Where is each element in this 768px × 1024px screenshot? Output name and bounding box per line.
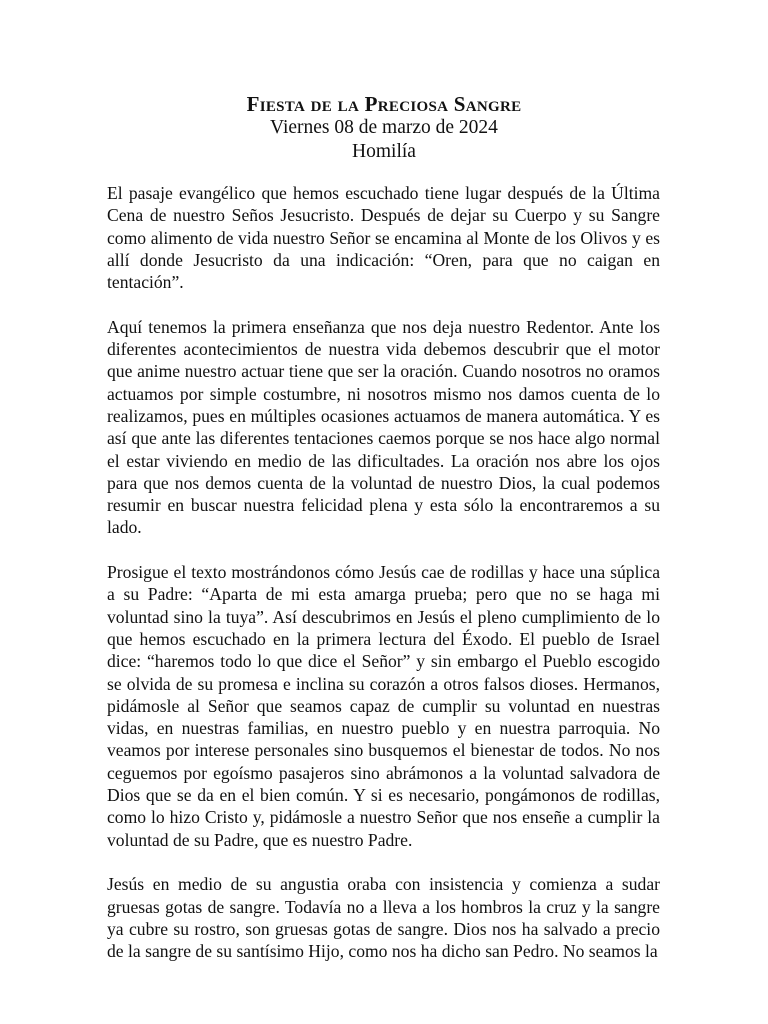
paragraph: Jesús en medio de su angustia oraba con insistencia y comienza a sudar gruesas gotas de sangre. Todavía no a lleva a los hombros la cruz y la sangre ya cubre su rostro, son gruesas gotas de sangre. Dios nos ha salvado a precio de la sangre de su santísimo Hijo, como nos ha dicho san Pedro. No seamos la	[107, 874, 660, 962]
document-section: Homilía	[352, 141, 416, 162]
paragraph: El pasaje evangélico que hemos escuchado tiene lugar después de la Última Cena de nuestro Seños Jesucristo. Después de dejar su Cuerpo y su Sangre como alimento de vida nuestro Señor se encamina al Monte de los Olivos y es allí donde Jesucristo da una indicación: “Oren, para que no caigan en tentación”.	[107, 183, 660, 293]
document-date: Viernes 08 de marzo de 2024	[270, 117, 498, 138]
document-header	[0, 92, 768, 164]
document-title: Fiesta de la Preciosa Sangre	[246, 92, 522, 116]
document-body	[107, 182, 660, 985]
paragraph: Prosigue el texto mostrándonos cómo Jesús cae de rodillas y hace una súplica a su Padre: “Aparta de mi esta amarga prueba; pero que no se haga mi voluntad sino la tuya”. Así descubrimos en Jesús el pleno cumplimiento de lo que hemos escuchado en la primera lectura del Éxodo. El pueblo de Israel dice: “haremos todo lo que dice el Señor” y sin embargo el Pueblo escogido se olvida de su promesa e inclina su corazón a otros falsos dioses. Hermanos, pidámosle al Señor que seamos capaz de cumplir su voluntad en nuestras vidas, en nuestras familias, en nuestro pueblo y en nuestra parroquia. No veamos por interese personales sino busquemos el bienestar de todos. No nos ceguemos por egoísmo pasajeros sino abrámonos a la voluntad salvadora de Dios que se da en el bien común. Y si es necesario, pongámonos de rodillas, como lo hizo Cristo y, pidámosle a nuestro Señor que nos enseñe a cumplir la voluntad de su Padre, que es nuestro Padre.	[107, 562, 660, 850]
paragraph: Aquí tenemos la primera enseñanza que nos deja nuestro Redentor. Ante los diferentes acontecimientos de nuestra vida debemos descubrir que el motor que anime nuestro actuar tiene que ser la oración. Cuando nosotros no oramos actuamos por simple costumbre, ni nosotros mismo nos damos cuenta de lo realizamos, pues en múltiples ocasiones actuamos de manera automática. Y es así que ante las diferentes tentaciones caemos porque se nos hace algo normal el estar viviendo en medio de las dificultades. La oración nos abre los ojos para que nos demos cuenta de la voluntad de nuestro Dios, la cual podemos resumir en buscar nuestra felicidad plena y esta sólo la encontraremos a su lado.	[107, 316, 660, 538]
